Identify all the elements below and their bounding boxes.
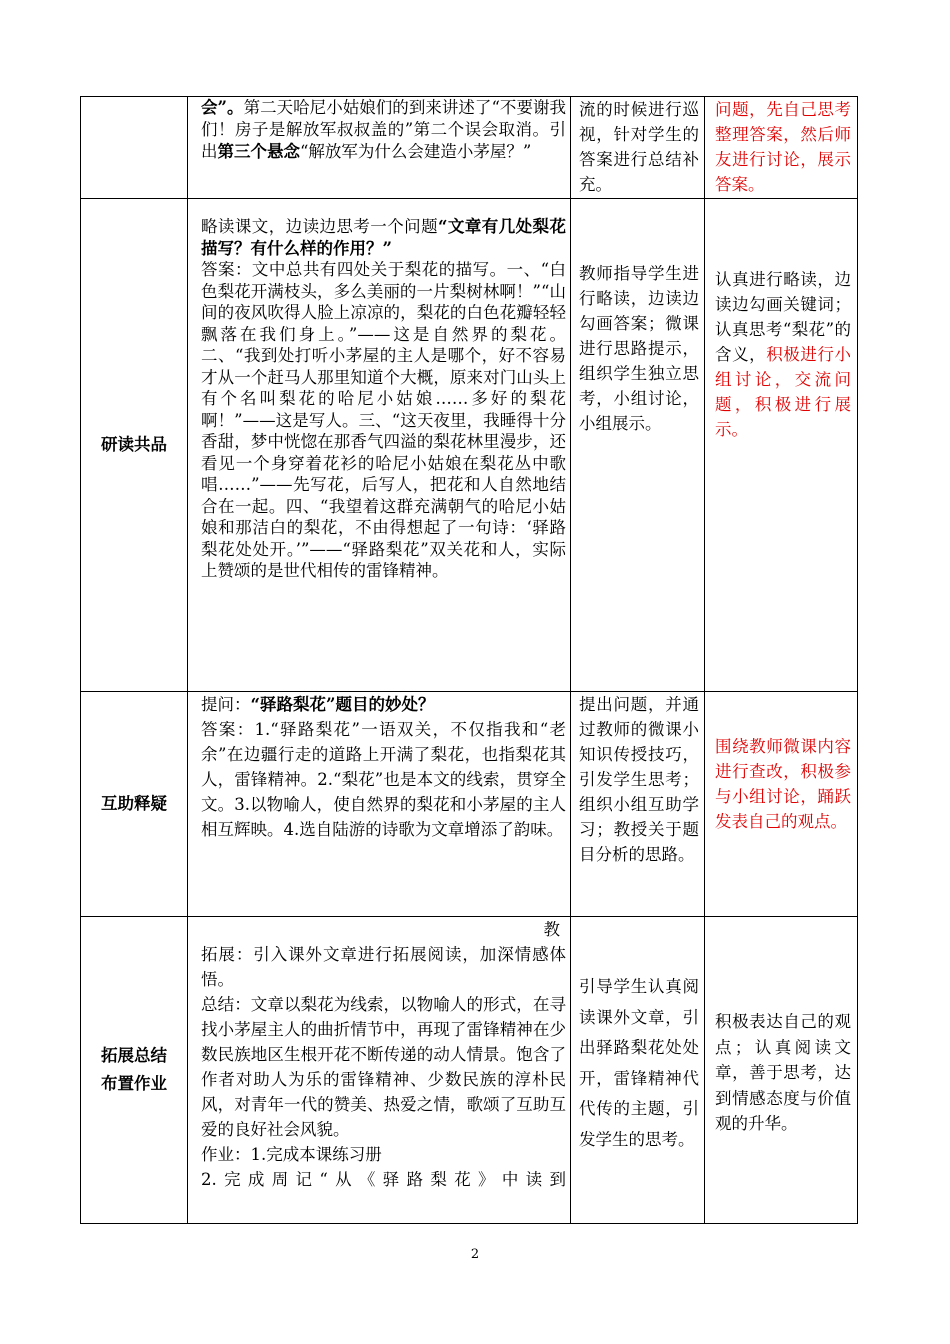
page-number: 2 (470, 1247, 480, 1262)
stage-cell (81, 97, 188, 199)
student-activity-text: 认真进行略读，边读边勾画关键词；认真思考“梨花”的含义，积极进行小组讨论，交流问题，积极进行展示。 (715, 270, 852, 439)
student-activity-text: 围绕教师微课内容进行查改，积极参与小组讨论，踊跃发表自己的观点。 (715, 737, 851, 831)
student-activity-cell (705, 917, 858, 1224)
content-text: 会”。第二天哈尼小姑娘们的到来讲述了“不要谢我们！房子是解放军叔叔盖的”第二个误会取消。引出第三个悬念“解放军为什么会建造小茅屋？” (201, 98, 566, 161)
teacher-activity-cell (571, 97, 705, 199)
stage-cell (81, 917, 188, 1224)
table-row (81, 692, 858, 917)
stage-label: 拓展总结 布置作业 (101, 1046, 167, 1093)
content-cell (188, 97, 571, 199)
content-text: 提问：“驿路梨花”题目的妙处？ 答案：1.“驿路梨花”一语双关，不仅指我和“老余”在边疆行走的道路上开满了梨花，也指梨花其人，雷锋精神。2.“梨花”也是本文的线索，贯穿全文。3.以物喻人，使自然界的梨花和小茅屋的主人相互辉映。4.选自陆游的诗歌为文章增添了韵味。 (201, 695, 566, 839)
stage-cell (81, 199, 188, 692)
teacher-activity-text: 教师指导学生进行略读，边读边勾画答案；微课进行思路提示，组织学生独立思考，小组讨论，小组展示。 (579, 264, 699, 433)
student-activity-cell (705, 97, 858, 199)
content-cell (188, 199, 571, 692)
table-row (81, 97, 858, 199)
student-activity-cell (705, 692, 858, 917)
student-activity-cell (705, 199, 858, 692)
content-text: 教 拓展：引入课外文章进行拓展阅读，加深情感体悟。 总结：文章以梨花为线索，以物喻人的形式，在寻找小茅屋主人的曲折情节中，再现了雷锋精神在少数民族地区生根开花不断传递的动人情景。饱含了作者对助人为乐的雷锋精神、少数民族的淳朴民风，对青年一代的赞美、热爱之情，歌颂了互助互爱的良好社会风貌。 作业：1.完成本课练习册 2.完成周记“从《驿路梨花》中读到 (201, 920, 566, 1189)
teacher-activity-cell (571, 692, 705, 917)
content-cell (188, 917, 571, 1224)
teacher-activity-cell (571, 917, 705, 1224)
stage-label: 研读共品 (101, 435, 167, 454)
table-row (81, 917, 858, 1224)
teacher-activity-cell (571, 199, 705, 692)
lesson-plan-table (80, 96, 858, 1224)
student-activity-text: 积极表达自己的观点；认真阅读文章，善于思考，达到情感态度与价值观的升华。 (715, 1012, 851, 1133)
content-cell (188, 692, 571, 917)
table-row (81, 199, 858, 692)
teacher-activity-text: 流的时候进行巡视，针对学生的答案进行总结补充。 (579, 100, 699, 194)
teacher-activity-text: 引导学生认真阅读课外文章，引出驿路梨花处处开，雷锋精神代代传的主题，引发学生的思考。 (579, 977, 699, 1149)
stage-label: 互助释疑 (101, 794, 167, 813)
teacher-activity-text: 提出问题，并通过教师的微课小知识传授技巧，引发学生思考；组织小组互助学习；教授关于题目分析的思路。 (579, 695, 699, 864)
content-text: 略读课文，边读边思考一个问题“文章有几处梨花描写？有什么样的作用？” 答案：文中总共有四处关于梨花的描写。一、“白色梨花开满枝头，多么美丽的一片梨树林啊！”“山间的夜风吹得人脸上凉凉的，梨花的白色花瓣轻轻飘落在我们身上。”——这是自然界的梨花。二、“我到处打听小茅屋的主人是哪个，好不容易才从一个赶马人那里知道个大概，原来对门山头上有个名叫梨花的哈尼小姑娘……多好的梨花啊！”——这是写人。三、“这天夜里，我睡得十分香甜，梦中恍惚在那香气四溢的梨花林里漫步，还看见一个身穿着花衫的哈尼小姑娘在梨花丛中歌唱……”——先写花，后写人，把花和人自然地结合在一起。四、“我望着这群充满朝气的哈尼小姑娘和那洁白的梨花，不由得想起了一句诗：‘驿路梨花处处开。’”——“驿路梨花”双关花和人，实际上赞颂的是世代相传的雷锋精神。 (201, 217, 566, 580)
student-activity-text: 问题，先自己思考整理答案，然后师友进行讨论，展示答案。 (715, 100, 851, 194)
stage-cell (81, 692, 188, 917)
